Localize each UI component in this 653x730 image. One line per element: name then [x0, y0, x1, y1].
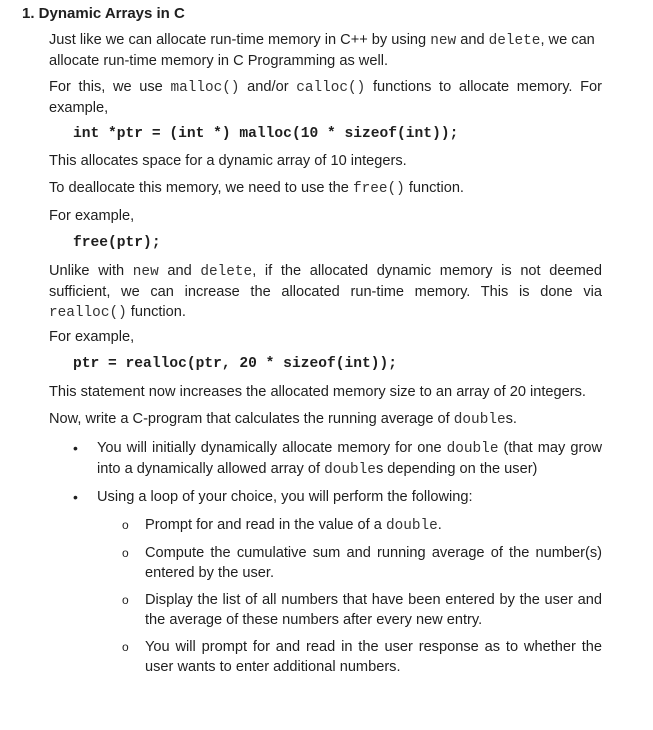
paragraph-task: Now, write a C-program that calculates the running average of doubles. — [49, 411, 517, 428]
code-malloc-example: int *ptr = (int *) malloc(10 * sizeof(int)); — [73, 126, 459, 142]
code-realloc-example: ptr = realloc(ptr, 20 * sizeof(int)); — [73, 356, 398, 372]
bullet-marker: • — [73, 489, 78, 505]
paragraph-malloc: For this, we use malloc() and/or calloc() functions to allocate memory. For example, — [49, 79, 602, 116]
paragraph-intro: Just like we can allocate run-time memory in C++ by using new and delete, we can allocate run-time memory in C Programming as well. — [49, 32, 595, 69]
bullet-marker: • — [73, 440, 78, 456]
sub-bullet-display: Display the list of all numbers that have been entered by the user and the average of these numbers after every new entry. — [145, 592, 602, 628]
paragraph-allocates: This allocates space for a dynamic array of 10 integers. — [49, 153, 407, 169]
sub-bullet-marker: o — [122, 518, 129, 532]
sub-bullet-marker: o — [122, 640, 129, 654]
bullet-allocate-double: You will initially dynamically allocate memory for one double (that may grow into a dynamically allowed array of doubles depending on the user) — [97, 440, 602, 478]
code-free-example: free(ptr); — [73, 235, 161, 251]
paragraph-deallocate: To deallocate this memory, we need to use the free() function. — [49, 180, 464, 197]
sub-bullet-marker: o — [122, 546, 129, 560]
section-heading: 1. Dynamic Arrays in C — [22, 5, 185, 22]
bullet-loop: Using a loop of your choice, you will perform the following: — [97, 489, 473, 505]
sub-bullet-prompt-double: Prompt for and read in the value of a double. — [145, 517, 442, 534]
sub-bullet-marker: o — [122, 593, 129, 607]
paragraph-realloc: Unlike with new and delete, if the allocated dynamic memory is not deemed sufficient, we can increase the allocated run-time memory. This is done via realloc() function. — [49, 263, 602, 321]
sub-bullet-prompt-more: You will prompt for and read in the user response as to whether the user wants to enter additional numbers. — [145, 639, 602, 675]
paragraph-for-example-2: For example, — [49, 329, 135, 345]
paragraph-for-example-1: For example, — [49, 208, 135, 224]
sub-bullet-compute: Compute the cumulative sum and running average of the number(s) entered by the user. — [145, 545, 602, 581]
paragraph-increases: This statement now increases the allocated memory size to an array of 20 integers. — [49, 384, 586, 400]
